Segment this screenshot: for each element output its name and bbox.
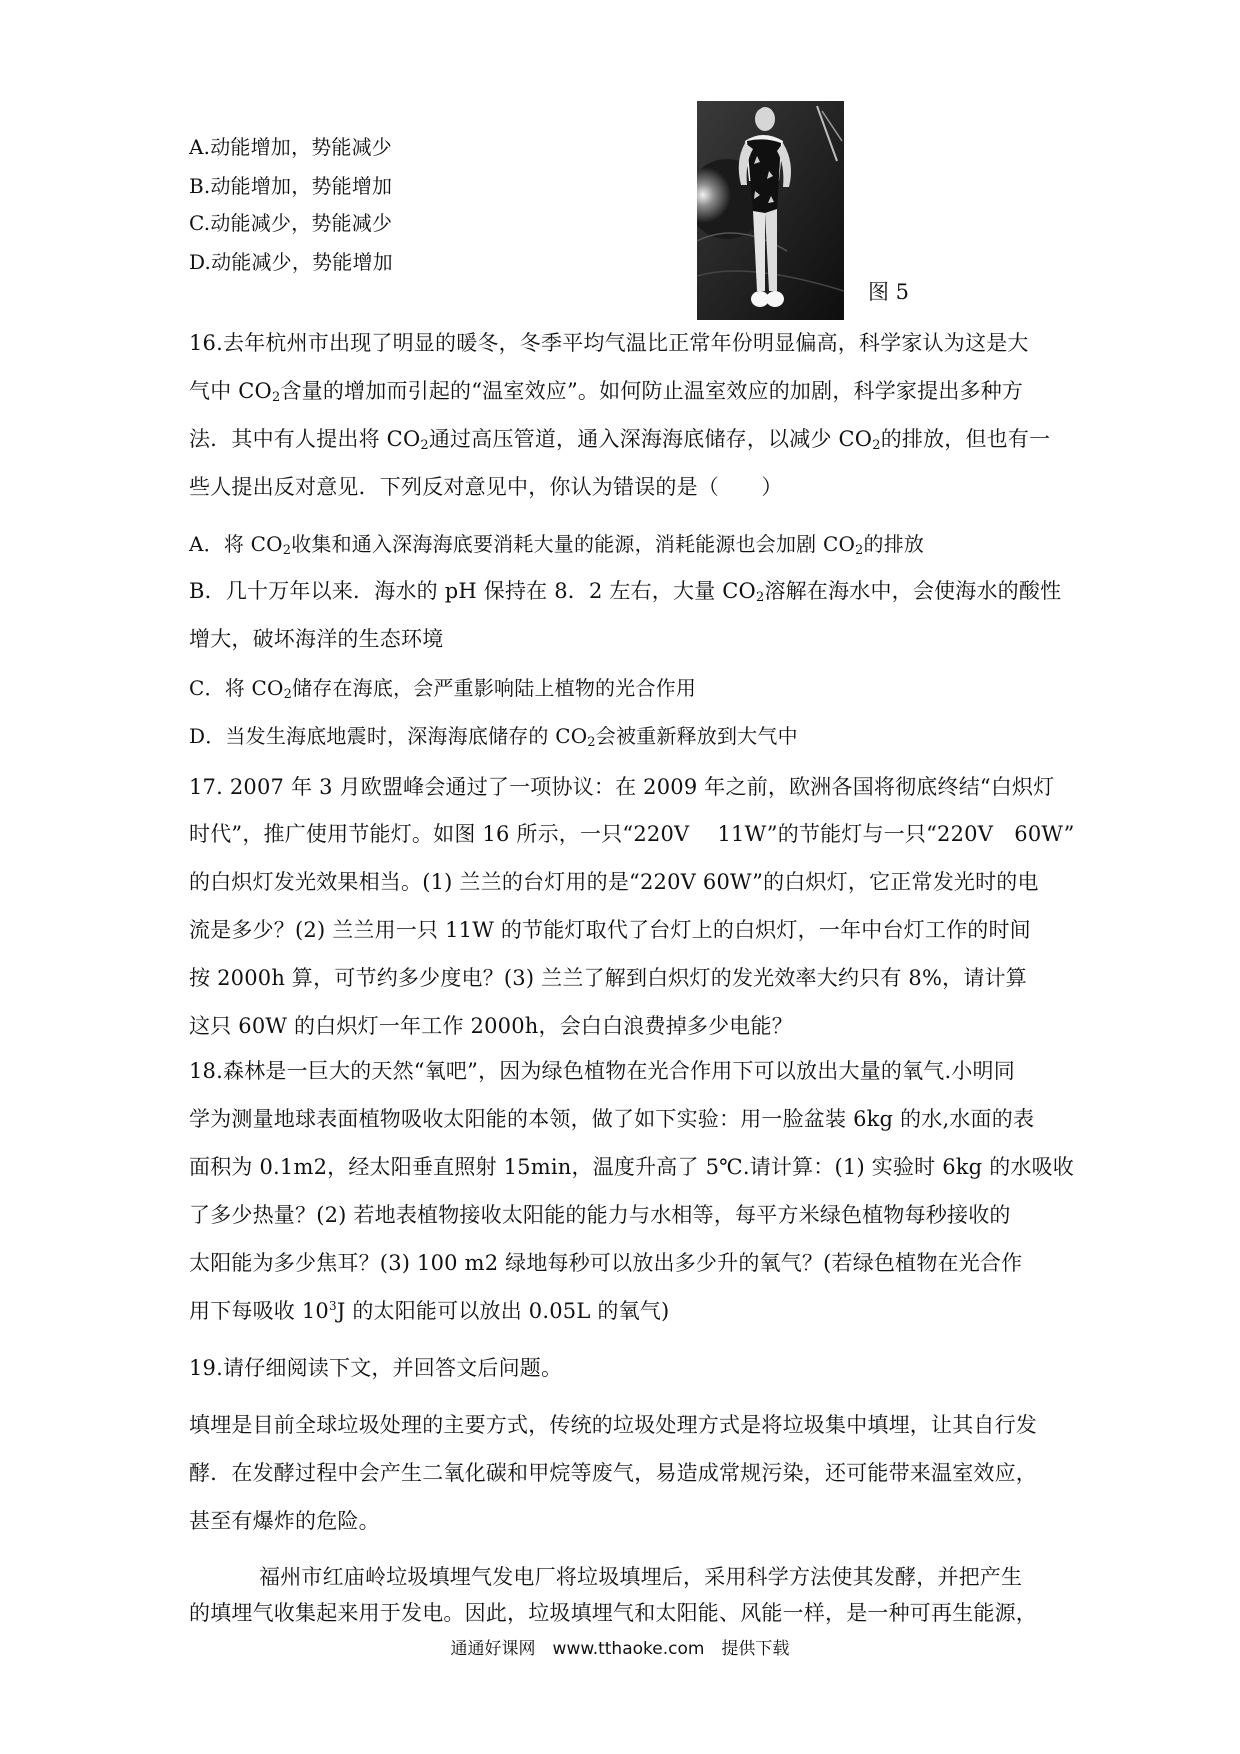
q17-line-4: 流是多少？(2) 兰兰用一只 11W 的节能灯取代了台灯上的白炽灯，一年中台灯工作的时间 xyxy=(189,918,1031,942)
q16-option-c: C．将 $CO_2$储存在海底，会严重影响陆上植物的光合作用 xyxy=(189,676,697,702)
q18-line-2: 学为测量地球表面植物吸收太阳能的本领，做了如下实验：用一脸盆装 6kg 的水,水面的表 xyxy=(189,1107,1035,1131)
q17-line-3: 的白炽灯发光效果相当。(1) 兰兰的台灯用的是“220V 60W”的白炽灯，它正常发光时的电 xyxy=(189,870,1039,894)
q16-option-d: D．当发生海底地震时，深海海底储存的 $CO_2$会被重新释放到大气中 xyxy=(189,724,798,750)
q15-option-a: A.动能增加，势能减少 xyxy=(189,135,393,159)
q18-line-4: 了多少热量？(2) 若地表植物接收太阳能的能力与水相等，每平方米绿色植物每秒接收的 xyxy=(189,1203,1011,1227)
q17-line-6: 这只 60W 的白炽灯一年工作 2000h，会白白浪费掉多少电能？ xyxy=(189,1014,793,1038)
q19-intro: 19.请仔细阅读下文，并回答文后问题。 xyxy=(189,1356,563,1380)
q19-paragraph-1-line-1: 填埋是目前全球垃圾处理的主要方式，传统的垃圾处理方式是将垃圾集中填埋，让其自行发 xyxy=(189,1413,1037,1437)
q19-paragraph-2-line-1: 福州市红庙岭垃圾填埋气发电厂将垃圾填埋后，采用科学方法使其发酵，并把产生 xyxy=(259,1565,1023,1589)
q16-option-a: A．将 $CO_2$收集和通入深海海底要消耗大量的能源，消耗能源也会加剧 $CO_2$的排放 xyxy=(189,532,925,558)
q17-line-2: 时代”，推广使用节能灯。如图 16 所示，一只“220V 11W”的节能灯与一只“220V 60W” xyxy=(189,822,1075,846)
q15-option-c: C.动能减少，势能减少 xyxy=(189,211,393,235)
q16-option-b: B．几十万年以来．海水的 pH 保持在 8．2 左右，大量 $CO_2$溶解在海水中，会使海水的酸性 xyxy=(189,579,1062,605)
q16-stem-line-3: 法．其中有人提出将 $CO_2$通过高压管道，通入深海海底储存，以减少 $CO_2$的排放，但也有一 xyxy=(189,427,1051,453)
q19-paragraph-2-line-2: 的填埋气收集起来用于发电。因此，垃圾填埋气和太阳能、风能一样，是一种可再生能源， xyxy=(189,1601,1037,1625)
footer-download-source: 通通好课网 www.tthaoke.com 提供下载 xyxy=(450,1639,790,1659)
q19-paragraph-1-line-3: 甚至有爆炸的危险。 xyxy=(189,1509,380,1533)
q17-line-1: 17. 2007 年 3 月欧盟峰会通过了一项协议：在 2009 年之前，欧洲各国将彻底终结“白炽灯 xyxy=(189,775,1055,799)
q17-line-5: 按 2000h 算，可节约多少度电？(3) 兰兰了解到白炽灯的发光效率大约只有 8%，请计算 xyxy=(189,966,1027,990)
q18-line-1: 18.森林是一巨大的天然“氧吧”，因为绿色植物在光合作用下可以放出大量的氧气.小明同 xyxy=(189,1059,1015,1083)
q15-option-b: B.动能增加，势能增加 xyxy=(189,174,393,198)
q18-line-3: 面积为 0.1m2，经太阳垂直照射 15min，温度升高了 5℃.请计算：(1) 实验时 6kg 的水吸收 xyxy=(189,1155,1074,1179)
q18-line-5: 太阳能为多少焦耳？(3) 100 m2 绿地每秒可以放出多少升的氧气？(若绿色植物在光合作 xyxy=(189,1251,1023,1275)
q16-stem-line-2: 气中 $CO_2$含量的增加而引起的“温室效应”。如何防止温室效应的加剧，科学家提出多种方 xyxy=(189,379,1024,405)
q19-paragraph-1-line-2: 酵．在发酵过程中会产生二氧化碳和甲烷等废气，易造成常规污染，还可能带来温室效应， xyxy=(189,1461,1037,1485)
q16-option-b-continued: 增大，破坏海洋的生态环境 xyxy=(189,627,444,651)
trampoline-athlete-photo xyxy=(697,101,844,320)
q18-line-6: 用下每吸收 $10^3J$ 的太阳能可以放出 0.05L 的氧气) xyxy=(189,1299,670,1323)
q16-stem-line-4: 些人提出反对意见．下列反对意见中，你认为错误的是（ ） xyxy=(189,475,783,499)
figure-5-label: 图 5 xyxy=(868,280,910,304)
q15-option-d: D.动能减少，势能增加 xyxy=(189,250,393,274)
q16-stem-line-1: 16.去年杭州市出现了明显的暖冬，冬季平均气温比正常年份明显偏高，科学家认为这是大 xyxy=(189,331,1029,355)
